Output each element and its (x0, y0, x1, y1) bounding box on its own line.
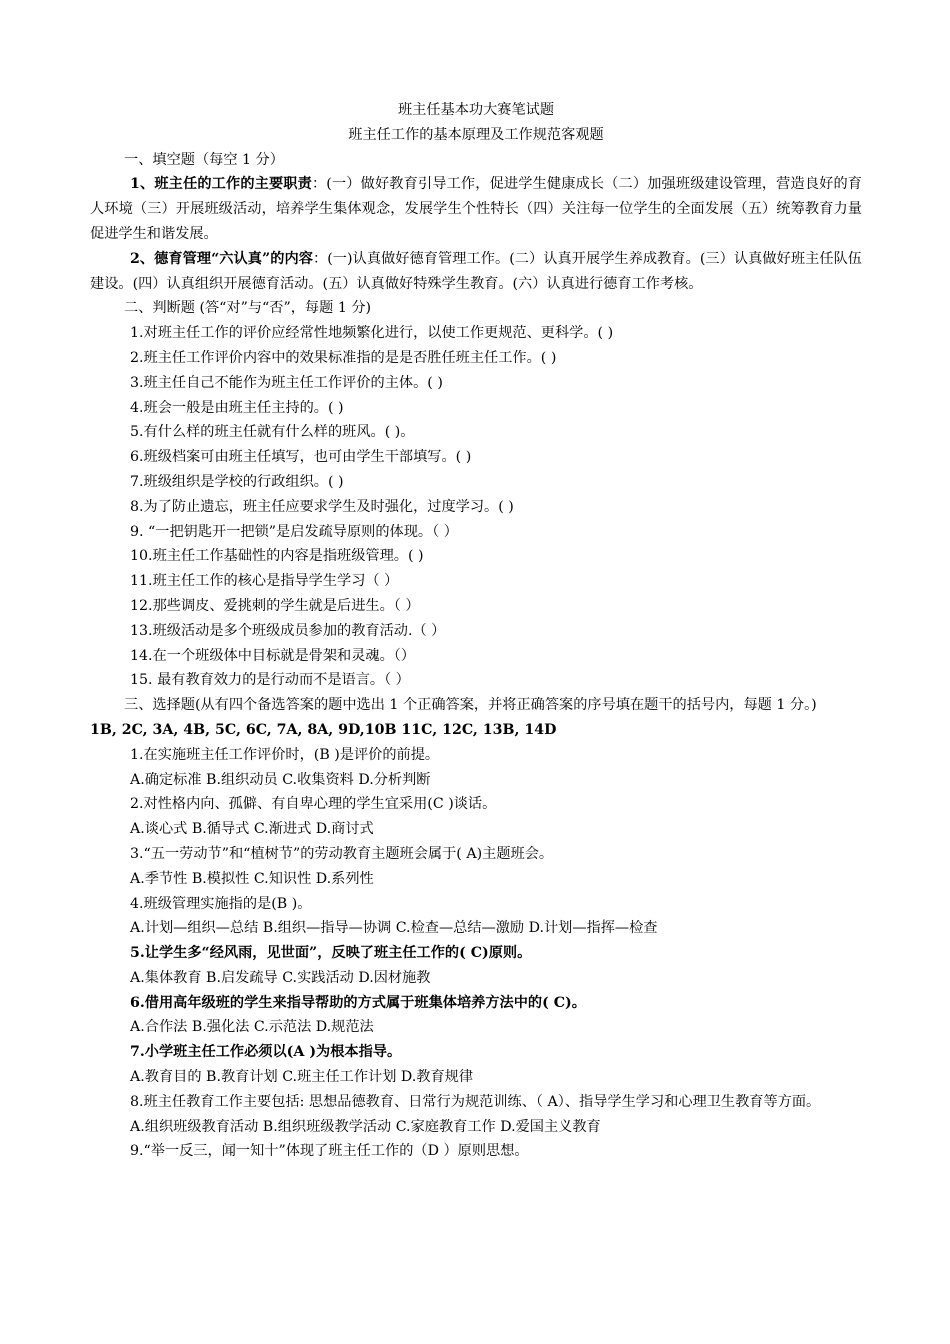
tf-item: 10.班主任工作基础性的内容是指班级管理。( ) (130, 548, 424, 565)
tf-item: 3.班主任自己不能作为班主任工作评价的主体。( ) (130, 374, 443, 391)
fill-blank-q2-text: ：(一)认真做好德育管理工作。(二）认真开展学生养成教育。(三）认真做好班主任队伍建设。(四）认真组织开展德育活动。(五）认真做好特殊学生教育。(六）认真进行德育工作考核。 (90, 250, 862, 292)
document-subtitle: 班主任工作的基本原理及工作规范客观题 (348, 126, 604, 143)
tf-item: 5.有什么样的班主任就有什么样的班风。( )。 (130, 424, 415, 441)
mc-options: A.合作法 B.强化法 C.示范法 D.规范法 (130, 1019, 374, 1036)
tf-item: 12.那些调皮、爱挑刺的学生就是后进生。（ ） (130, 597, 420, 614)
mc-question: 4.班级管理实施指的是(B )。 (130, 895, 312, 912)
tf-item: 15. 最有教育效力的是行动而不是语言。（ ） (130, 672, 410, 689)
tf-item: 11.班主任工作的核心是指导学生学习（ ） (130, 573, 399, 590)
tf-item: 13.班级活动是多个班级成员参加的教育活动.（ ） (130, 622, 446, 639)
tf-item: 8.为了防止遗忘，班主任应要求学生及时强化，过度学习。( ) (130, 498, 514, 515)
mc-options: A.组织班级教育活动 B.组织班级教学活动 C.家庭教育工作 D.爱国主义教育 (130, 1118, 601, 1135)
mc-options: A.集体教育 B.启发疏导 C.实践活动 D.因材施教 (130, 969, 431, 986)
mc-options: A.教育目的 B.教育计划 C.班主任工作计划 D.教育规律 (130, 1069, 474, 1086)
tf-item: 14.在一个班级体中目标就是骨架和灵魂。（） (130, 647, 416, 664)
tf-item: 2.班主任工作评价内容中的效果标准指的是是否胜任班主任工作。( ) (130, 349, 557, 366)
document-title: 班主任基本功大赛笔试题 (397, 102, 555, 118)
tf-item: 4.班会一般是由班主任主持的。( ) (130, 399, 344, 416)
fill-blank-q2-label: 2、德育管理“六认真”的内容 (130, 250, 313, 267)
mc-options: A.计划—组织—总结 B.组织—指导—协调 C.检查—总结—激励 D.计划—指挥—检查 (130, 920, 658, 937)
tf-item: 7.班级组织是学校的行政组织。( ) (130, 473, 344, 490)
tf-item: 1.对班主任工作的评价应经常性地频繁化进行，以使工作更规范、更科学。( ) (130, 325, 614, 342)
mc-question: 5.让学生多“经风雨，见世面”，反映了班主任工作的( C)原则。 (130, 945, 532, 962)
fill-blank-q1 (90, 172, 877, 246)
mc-options: A.季节性 B.模拟性 C.知识性 D.系列性 (130, 870, 374, 887)
mc-options: A.确定标准 B.组织动员 C.收集资料 D.分析判断 (130, 771, 431, 788)
section-heading-true-false: 二、判断题 (答“对”与“否”，每题 1 分) (124, 300, 372, 317)
document-page (90, 98, 877, 1164)
mc-question: 3.“五一劳动节”和“植树节”的劳动教育主题班会属于( A)主题班会。 (130, 845, 554, 862)
mc-question: 2.对性格内向、孤僻、有自卑心理的学生宜采用(C )谈话。 (130, 796, 497, 813)
mc-question: 9.“举一反三，闻一知十”体现了班主任工作的（D ）原则思想。 (130, 1143, 529, 1160)
mc-question: 7.小学班主任工作必须以(A )为根本指导。 (130, 1044, 402, 1061)
mc-question: 8.班主任教育工作主要包括: 思想品德教育、日常行为规范训练、（ A）、指导学生学习和心理卫生教育等方面。 (130, 1093, 821, 1110)
tf-item: 9. “一把钥匙开一把锁”是启发疏导原则的体现。（ ） (130, 523, 458, 540)
fill-blank-q1-text: ：(一）做好教育引导工作，促进学生健康成长（二）加强班级建设管理，营造良好的育人环境（三）开展班级活动，培养学生集体观念，发展学生个性特长（四）关注每一位学生的全面发展（五）统筹教育力量 促进学生和谐发展。 (90, 176, 877, 242)
section-heading-multiple-choice: 三、选择题(从有四个备选答案的题中选出 1 个正确答案，并将正确答案的序号填在题干的括号内，每题 1 分。) (124, 697, 817, 714)
mc-question: 6.借用高年级班的学生来指导帮助的方式属于班集体培养方法中的( C)。 (130, 994, 586, 1011)
mc-options: A.谈心式 B.循导式 C.渐进式 D.商讨式 (130, 821, 374, 838)
answer-key: 1B, 2C, 3A, 4B, 5C, 6C, 7A, 8A, 9D,10B 11C, 12C, 13B, 14D (90, 721, 557, 738)
mc-question: 1.在实施班主任工作评价时，(B )是评价的前提。 (130, 746, 440, 763)
fill-blank-q2 (90, 247, 862, 297)
fill-blank-q1-label: 1、班主任的工作的主要职责 (130, 176, 312, 193)
section-heading-fill-blank: 一、填空题（每空 1 分） (124, 151, 284, 168)
tf-item: 6.班级档案可由班主任填写，也可由学生干部填写。( ) (130, 449, 472, 466)
